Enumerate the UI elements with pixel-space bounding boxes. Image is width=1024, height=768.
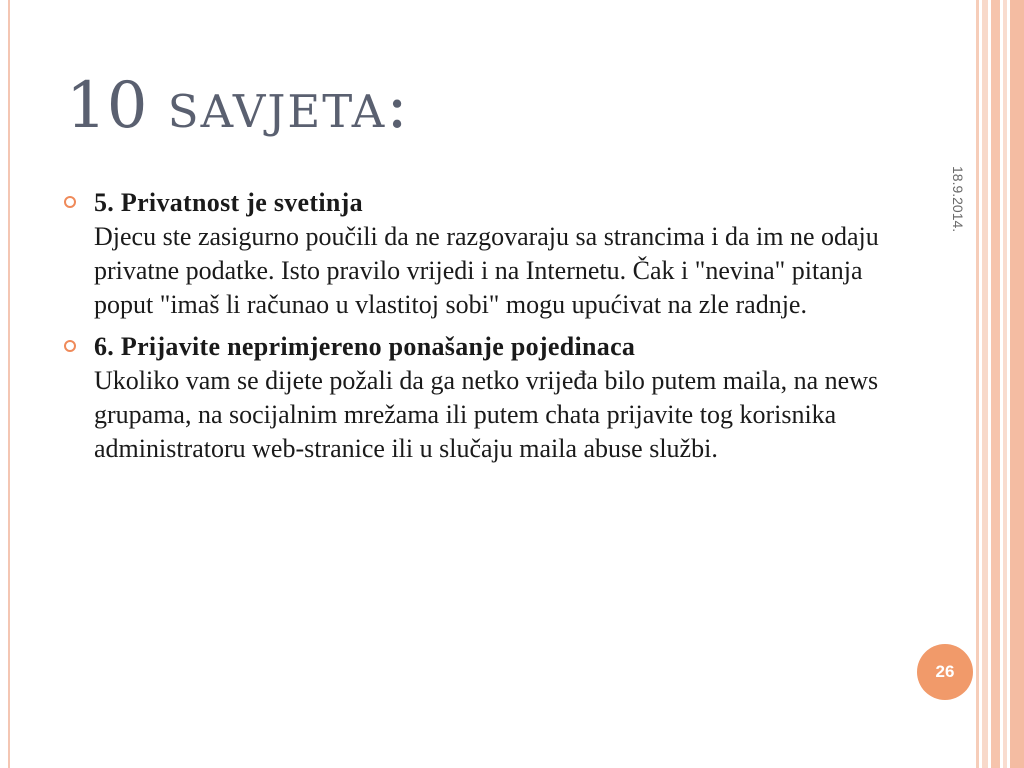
bullet-circle-icon <box>64 340 76 352</box>
bullet-item-privacy <box>64 186 884 322</box>
slide-date: 18.9.2014. <box>950 166 966 233</box>
left-border-line <box>8 0 10 768</box>
right-decorative-stripe <box>991 0 1000 768</box>
right-decorative-stripe <box>1010 0 1024 768</box>
page-number-badge: 26 <box>917 644 973 700</box>
title-word: savjeta: <box>167 69 410 143</box>
right-decorative-stripe <box>982 0 988 768</box>
bullet-list <box>64 186 884 474</box>
right-decorative-stripe <box>1003 0 1007 768</box>
title-number: 10 <box>66 69 148 143</box>
bullet-body: Djecu ste zasigurno poučili da ne razgovaraju sa strancima i da im ne odaju privatne podatke. Isto pravilo vrijedi i na Internetu. Čak i "nevina" pitanja poput "imaš li računao u vlastitoj sobi" mogu upućivat na zle radnje. <box>94 222 879 319</box>
bullet-item-report <box>64 330 884 466</box>
bullet-body: Ukoliko vam se dijete požali da ga netko vrijeđa bilo putem maila, na news grupama, na socijalnim mrežama ili putem chata prijavite tog korisnika administratoru web-stranice ili u slučaju maila abuse službi. <box>94 366 879 463</box>
bullet-heading: 6. Prijavite neprimjereno ponašanje pojedinaca <box>94 332 636 361</box>
right-decorative-stripe <box>976 0 979 768</box>
bullet-heading: 5. Privatnost je svetinja <box>94 188 363 217</box>
slide-title <box>66 68 410 145</box>
bullet-circle-icon <box>64 196 76 208</box>
